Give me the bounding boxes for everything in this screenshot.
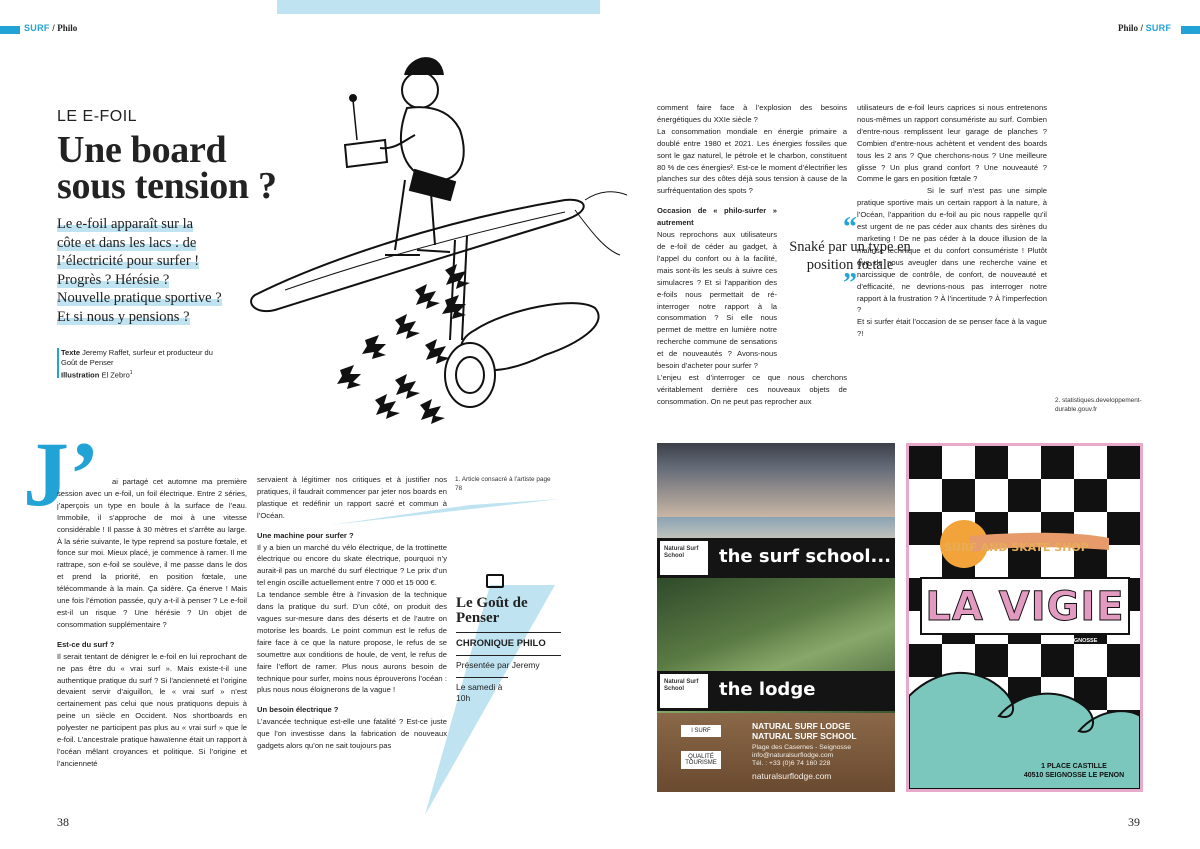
- quote-text: Snaké par un type en position fœtale: [789, 239, 911, 273]
- ad-heading-line: NATURAL SURF LODGE: [752, 721, 851, 731]
- typewriter-icon: [486, 574, 504, 588]
- footnote-2: 2. statistiques.developpement-durable.gouv.fr: [1055, 397, 1142, 413]
- running-head-section: SURF: [1145, 23, 1172, 33]
- title-line: sous tension ?: [57, 165, 277, 207]
- ad-heading-line: NATURAL SURF SCHOOL: [752, 731, 857, 741]
- federation-badge: l SURF: [681, 725, 721, 737]
- promo-presenter: Présentée par Jeremy: [456, 655, 561, 671]
- credit-label: Texte: [61, 348, 81, 357]
- ad-la-vigie: [906, 443, 1143, 792]
- body-subheading: Un besoin électrique ?: [257, 705, 339, 715]
- body-paragraph: Il serait tentant de dénigrer le e-foil en lui reprochant de ne pas être du « vrai surf ». Mais existe-t-il une authentique pratique du surf ? Si l’ancienneté et l’origine devaient servir d’aiguillon, le « vrai surf » n’est certainement pas celui que nous pratiquons depuis à peine un siècle en Occident. Nos shortboards en polyester ne participent pas plus au « vrai surf » que le e-foil. L’ancestrale pratique hawaïenne était un rapport à l’océan mêlant croyances et politique. Si l’origine et l’ancienneté: [57, 651, 247, 768]
- shop-name: LA VIGIE: [925, 584, 1125, 630]
- promo-subtitle: CHRONIQUE PHILO: [456, 632, 561, 649]
- deck-line: Et si nous y pensions ?: [57, 308, 190, 325]
- deck-line: Nouvelle pratique sportive ?: [57, 290, 222, 306]
- running-head-right: [1118, 23, 1171, 33]
- article-deck: [57, 215, 257, 326]
- efoil-illustration: [245, 40, 630, 438]
- credit-author: Jeremy Raffet, surfeur et producteur du Goût de Penser: [61, 348, 213, 367]
- running-head-bar-right: [1181, 26, 1200, 34]
- running-head-section: SURF: [24, 23, 50, 33]
- body-paragraph: La tendance semble être à l’invasion de la technique dans la pratique du surf. D’un côté, on produit des vagues sur-mesure dans des déserts et de l’autre on motorise les boards. Le point commun est le refus de faire face à ce que la nature propose, le refus de se soumettre aux conditions de houle, de vent, le refus de faire l’effort de ramer. Plus nous aurons besoin de technique pour surfer, moins nous éprouverons l’océan : plus nous nous éloignerons de la vague !: [257, 590, 447, 695]
- pull-quote: [788, 212, 912, 299]
- top-color-band: [277, 0, 600, 14]
- body-paragraph: Et si surfer était l’occasion de se penser face à la vague ?!: [857, 317, 1047, 339]
- quality-badge: QUALITÉ TOURISME: [681, 751, 721, 769]
- promo-title: Le Goût de Penser: [456, 595, 528, 626]
- quote-close-mark: ”: [843, 268, 857, 299]
- body-subheading: Est-ce du surf ?: [57, 639, 115, 649]
- body-paragraph: L’avancée technique est-elle une fatalité ? Est-ce juste que l’on investisse dans la fabrication de nouveaux gadgets alors qu’on ne sait toujours pas: [257, 717, 447, 751]
- surf-school-logo: Natural Surf School: [660, 674, 708, 708]
- sea: [657, 517, 895, 539]
- page-number-right: 39: [1128, 815, 1140, 829]
- body-paragraph: comment faire face à l’explosion des besoins énergétiques du XXIe siècle ?: [657, 103, 847, 124]
- body-paragraph: Il y a bien un marché du vélo électrique, de la trottinette électrique ou encore du skate électrique, pourquoi n’y aurait-il pas un marché du surf électrique ? Le prix d’un tel engin oscille actuellement entre 7 000 et 15 000 €.: [257, 542, 447, 588]
- radio-promo: [456, 596, 561, 704]
- running-head-sep: /: [52, 23, 55, 33]
- body-subheading: Une machine pour surfer ?: [257, 530, 354, 540]
- ad-phone: Tél. : +33 (0)6 74 160 228: [752, 760, 831, 768]
- credit-note-ref: 1: [129, 370, 133, 376]
- shop-address-line: 1 PLACE CASTILLE: [1041, 763, 1107, 770]
- shop-location: SEIGNOSSE: [1065, 638, 1098, 644]
- title-line: Une board: [57, 129, 227, 171]
- credit-label: Illustration: [61, 370, 100, 380]
- credit-illustrator: El Zebro: [101, 370, 130, 380]
- banner-text: the lodge: [719, 679, 816, 700]
- deck-line: Progrès ? Hérésie ?: [57, 271, 170, 288]
- ad-contact: [752, 744, 851, 780]
- promo-schedule: Le samedi à 10h: [456, 677, 508, 704]
- deck-line: Le e-foil apparaît sur la: [57, 216, 194, 232]
- body-column-1: [57, 476, 247, 770]
- footnote-1: 1. Article consacré à l’artiste page 78: [455, 476, 551, 492]
- body-paragraph: La consommation mondiale en énergie primaire a doublé entre 1980 et 2021. Les énergies fossiles que sont le gaz naturel, le pétrole et le charbon, constituent 80 % de ces énergies². Est-ce le moment d’électrifier les planches sur des côtes déjà sous tension à cause de la surfréquentation des spots ?: [657, 126, 847, 196]
- running-head-left: [24, 23, 77, 33]
- running-head-sub: Philo: [57, 23, 78, 33]
- body-paragraph: ai partagé cet automne ma première session avec un e-foil, un foil électrique. Entre 2 séries, j’aperçois un type en boule à la surface de l’eau. Immobile, il s’approche de moi à une vitesse considérable ! Il passe à 30 mètres et s’arrête au large. À la série suivante, le type reprend sa posture fœtale, et fonce sur moi. Mieux placé, je commence à ramer. Il me rattrape, son e-foil se soulève, il me passe dans le dos et prend la priorité, en position fœtale, une télécommande à la main. Ça sidère. Ça énerve ! Mais une fois l’émotion passée, qu’y a-t-il à penser ? Le e-foil est-il un risque ? Une hérésie ? Un objet de consommation supplémentaire ?: [57, 477, 247, 629]
- ad-natural-surf: [657, 443, 895, 792]
- deck-line: l’électricité pour surfer !: [57, 253, 200, 269]
- surf-school-logo: Natural Surf School: [660, 541, 708, 575]
- shop-address: [1014, 762, 1134, 780]
- ad-website[interactable]: naturalsurflodge.com: [752, 770, 832, 781]
- article-kicker: LE E-FOIL: [57, 108, 138, 125]
- running-head-bar-left: [0, 26, 20, 34]
- ad-heading: [752, 721, 857, 741]
- body-paragraph: Si le surf n’est pas une simple pratique sportive mais un certain rapport à la nature, à l’Océan, l’apparition du e-foil au pic nous rappelle qu’il est urgent de ne pas céder aux chants des sirènes du marketing ! De ne pas céder à la douce illusion de la maîtrise technique et du confort consumériste ! Plutôt que de nous aveugler dans une recherche vaine et narcissique de contrôle, de confort, de nouveauté et d’efficacité, ne devrions-nous pas interroger notre rapport à la frustration ? À l’incertitude ? À l’imperfection ?: [857, 186, 1047, 315]
- shop-tagline: SURF AND SKATE SHOP: [944, 541, 1089, 554]
- quote-open-mark: “: [843, 212, 857, 243]
- page-number-left: 38: [57, 815, 69, 829]
- ad-email[interactable]: info@naturalsurflodge.com: [752, 752, 834, 760]
- drop-cap: J’: [23, 423, 100, 525]
- body-paragraph: Nous reprochons aux utilisateurs de e-foil de céder au gadget, à l’appel du confort ou à la facilité, mais sont-ils les seuls à suivre ces simulacres ? Et si l’apparition des e-foils nous permettait de ré-interroger notre rapport à la consommation ? Si elle nous permet de mettre en lumière notre recherche commune de sensations et de nouveautés ? Avons-nous besoin d’acheter pour surfer ?: [657, 230, 777, 371]
- banner-text: the surf school...: [719, 546, 892, 567]
- body-paragraph: L’enjeu est d’interroger ce que nous cherchons véritablement derrière ces nouveaux objets de consommation. On ne peut pas reprocher aux: [657, 372, 847, 406]
- shop-address-line: 40510 SEIGNOSSE LE PENON: [1023, 772, 1125, 779]
- body-paragraph: utilisateurs de e-foil leurs caprices si nous entretenons nous-mêmes un rapport consumériste au surf. Combien d’entre-nous remplissent leur garage de planches ? Combien d’entre-nous achètent et vendent des boards tous les 2 ans ? Que cherchons-nous ? Une meilleure glisse ? Un plus grand confort ? Une nouveauté ? Comme le gars en position fœtale ?: [857, 103, 1047, 184]
- body-paragraph: servaient à légitimer nos critiques et à justifier nos pratiques, il faudrait commencer par jeter nos boards en plastique et redéfinir un rapport sacré et commun à l’Océan.: [257, 475, 447, 520]
- body-subheading: Occasion de « philo-surfer » autrement: [657, 206, 777, 228]
- running-head-sub: Philo: [1118, 23, 1139, 33]
- deck-line: côte et dans les lacs : de: [57, 234, 197, 251]
- ad-address: Plage des Casernes - Seignosse: [752, 744, 851, 751]
- article-credits: [57, 348, 227, 381]
- running-head-sep: /: [1140, 23, 1144, 33]
